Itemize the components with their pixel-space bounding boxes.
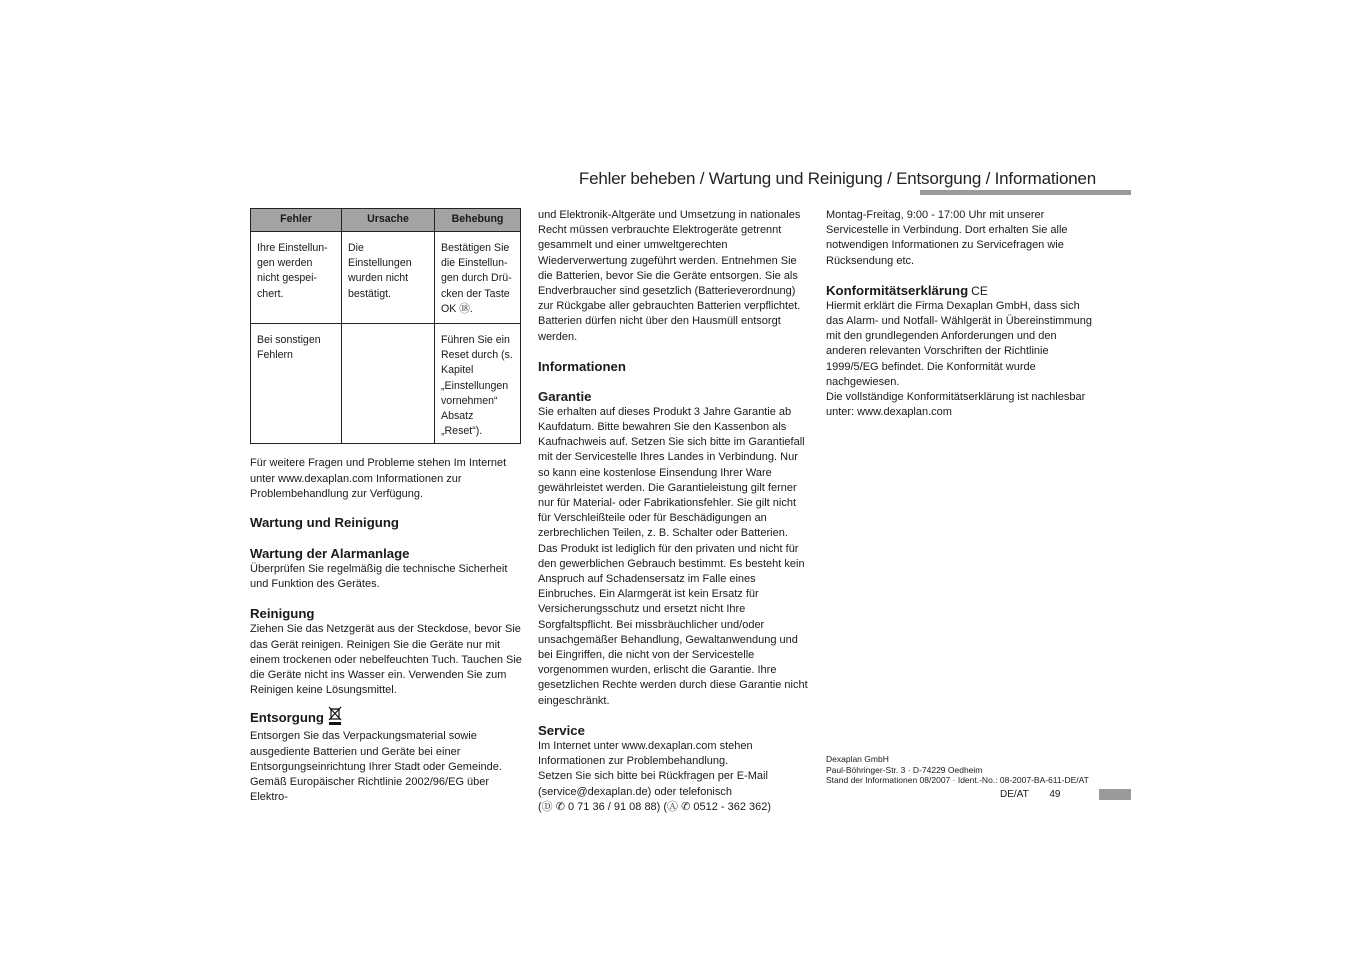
table-cell: Ihre Einstellun-gen werden nicht gespei-chert. [251, 232, 342, 324]
cleaning-text: Ziehen Sie das Netzgerät aus der Steckdose, bevor Sie das Gerät reinigen. Reinigen Sie die Geräte nur mit einem trockenen oder nebelfeuchten Tuch. Tauchen Sie die Geräte nicht ins Wasser ein. Verwenden Sie zum Reinigen keine Lösungsmittel. [250, 623, 522, 697]
column-1 [250, 208, 522, 805]
table-header-row [251, 209, 521, 232]
table-header-behebung: Behebung [435, 209, 521, 232]
table-cell: Bei sonstigen Fehlern [251, 324, 342, 444]
alarm-text: Überprüfen Sie regelmäßig die technische Sicherheit und Funktion des Gerätes. [250, 563, 508, 591]
intro-text: Für weitere Fragen und Probleme stehen Im Internet unter www.dexaplan.com Informationen zur Problembehandlung zur Verfügung. [250, 457, 507, 500]
conformity-heading-line [826, 283, 1098, 299]
table-cell: Führen Sie ein Reset durch (s. Kapitel „Einstellungen vornehmen“ Absatz „Reset“). [435, 324, 521, 444]
table-cell: Die Einstellungen wurden nicht bestätigt. [342, 232, 435, 324]
page-footer [1000, 789, 1060, 800]
table-header-ursache: Ursache [342, 209, 435, 232]
cleaning-heading: Reinigung [250, 606, 315, 622]
header-rule [920, 190, 1131, 195]
imprint-address: Paul-Böhringer-Str. 3 · D-74229 Oedheim [826, 764, 983, 775]
imprint-company: Dexaplan GmbH [826, 754, 889, 764]
disposal-heading: Entsorgung [250, 710, 324, 726]
region-label: DE/AT [1000, 789, 1029, 800]
service-text: Im Internet unter www.dexaplan.com stehen Informationen zur Problembehandlung. [538, 739, 753, 768]
warranty-heading: Garantie [538, 388, 592, 404]
service-hours-text: Montag-Freitag, 9:00 - 17:00 Uhr mit unserer Servicestelle in Verbindung. Dort erhalten Sie alle notwendigen Informationen zu Servicefragen wie Rücksendung etc. [826, 209, 1068, 267]
disposal-text: Entsorgen Sie das Verpackungsmaterial sowie ausgediente Batterien und Geräte bei einer Entsorgungseinrichtung Ihrer Stadt oder Gemeinde. [250, 730, 502, 773]
troubleshooting-table [250, 208, 521, 444]
column-2 [538, 208, 810, 815]
disposal-heading-line [250, 706, 522, 729]
table-cell [342, 324, 435, 444]
disposal-continued-text: und Elektronik-Altgeräte und Umsetzung in nationales Recht müssen verbrauchte Elektrogeräte getrennt gesammelt und einer umweltgerechten Wiederverwertung zugeführt werden. Entnehmen Sie die Batterien, bevor Sie die Geräte entsorgen. Sie als Endverbraucher sind gesetzlich (Batterieverordnung) zur Rückgabe aller gebrauchten Batterien verpflichtet. Batterien dürfen nicht über den Hausmüll entsorgt werden. [538, 209, 801, 343]
page-title: Fehler beheben / Wartung und Reinigung / Entsorgung / Informationen [578, 169, 1096, 188]
ce-mark: CE [971, 283, 988, 298]
column-3 [826, 208, 1098, 420]
service-contact-text: Setzen Sie sich bitte bei Rückfragen per E-Mail (service@dexaplan.de) oder telefonisch [538, 770, 768, 798]
table-row [251, 232, 521, 324]
imprint-info: Stand der Informationen 08/2007 · Ident.-No.: 08-2007-BA-611-DE/AT [826, 775, 1089, 786]
alarm-heading: Wartung der Alarmanlage [250, 546, 410, 562]
warranty-text: Sie erhalten auf dieses Produkt 3 Jahre Garantie ab Kaufdatum. Bitte bewahren Sie den Kassenbon als Kaufnachweis auf. Setzen Sie sich bitte im Garantiefall mit der Servicestelle Ihres Landes in Verbindung. Nur so kann eine kostenlose Einsendung Ihrer Ware gewährleistet werden. Die Garantieleistung gilt ferner nur für Material- oder Fabrikationsfehler. Sie gilt nicht für Verschleißteile oder für Beschädigungen an zerbrechlichen Teilen, z. B. Schalter oder Batterien. Das Produkt ist lediglich für den privaten und nicht für den gewerblichen Gebrauch bestimmt. Es besteht kein Anspruch auf Schadensersatz im Falle eines Einbruches. Ein Alarmgerät ist kein Ersatz für Versicherungsschutz und ersetzt nicht Ihre Sorgfaltspflicht. Bei missbräuchlicher und/oder unsachgemäßer Behandlung, Gewaltanwendung und bei Eingriffen, die nicht von der Servicestelle vorgenommen wurden, erlischt die Garantie. Ihre gesetzlichen Rechte werden durch diese Garantie nicht eingeschränkt. [538, 405, 808, 707]
info-heading: Informationen [538, 358, 626, 374]
phone-line: (Ⓓ ✆ 0 71 36 / 91 08 88) (Ⓐ ✆ 0512 - 362 362) [538, 800, 772, 813]
conformity-heading: Konformitätserklärung [826, 282, 969, 298]
maintenance-heading: Wartung und Reinigung [250, 515, 399, 531]
service-heading: Service [538, 722, 585, 738]
conformity-text: Hiermit erklärt die Firma Dexaplan GmbH, dass sich das Alarm- und Notfall- Wählgerät in Übereinstimmung mit den grundlegenden Anforderungen und den anderen relevanten Vorschriften der Richtlinie 1999/5/EG befindet. Die Konformität wurde nachgewiesen. [826, 299, 1092, 388]
page-bar [1099, 789, 1131, 800]
table-row [251, 324, 521, 444]
crossed-out-bin-icon [328, 706, 342, 729]
table-cell: Bestätigen Sie die Einstellun-gen durch Drü-cken der Taste OK ⑱. [435, 232, 521, 324]
table-header-fehler: Fehler [251, 209, 342, 232]
disposal-text-2: Gemäß Europäischer Richtlinie 2002/96/EG über Elektro- [250, 776, 490, 804]
page-number: 49 [1049, 789, 1061, 800]
conformity-text-2: Die vollständige Konformitätserklärung ist nachlesbar unter: www.dexaplan.com [826, 391, 1086, 419]
imprint [826, 754, 1089, 786]
